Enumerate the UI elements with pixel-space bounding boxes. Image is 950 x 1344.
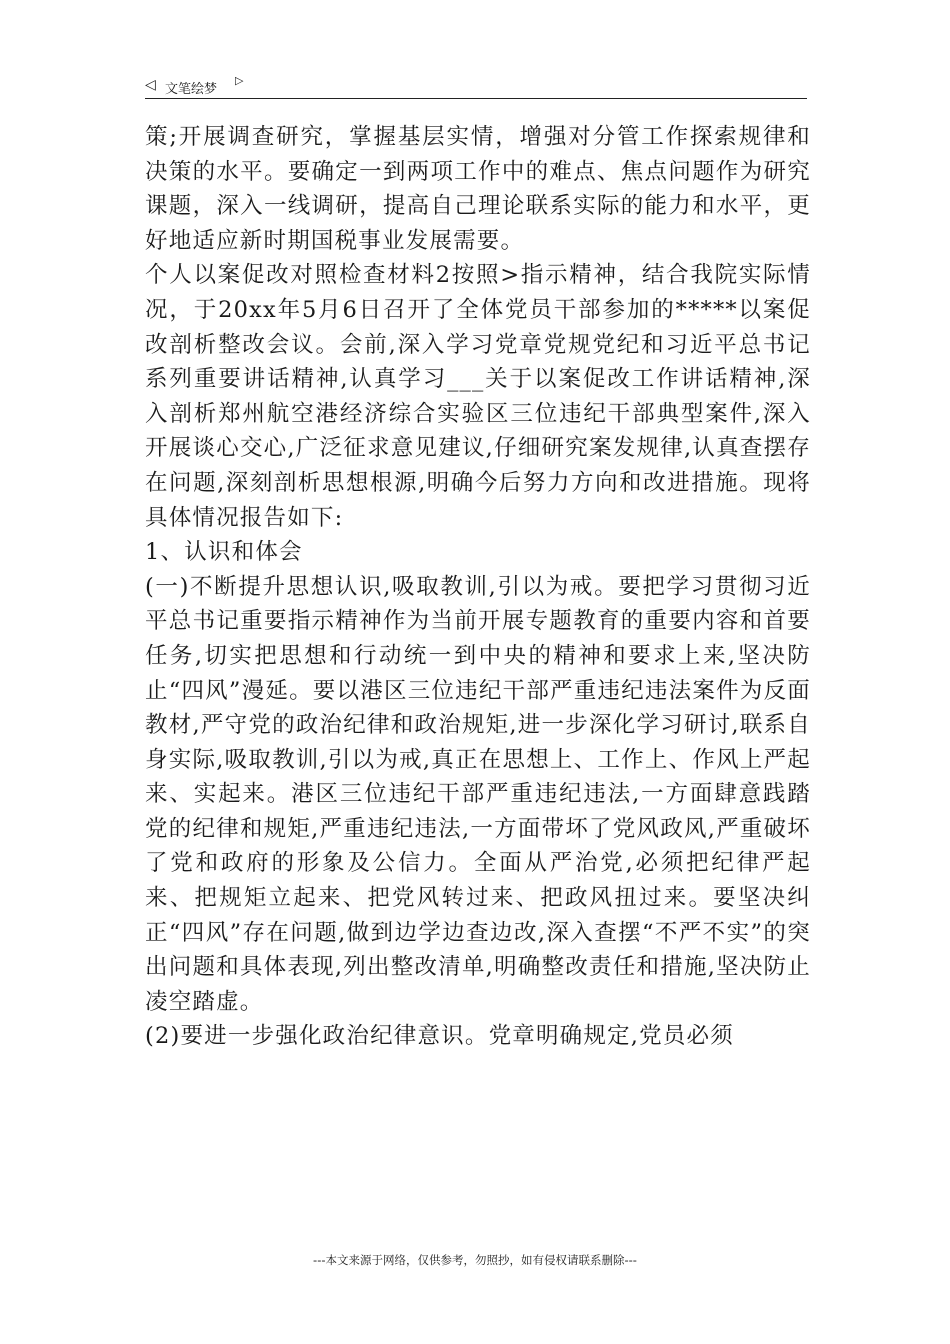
document-body bbox=[145, 120, 811, 1054]
triangle-left-icon: ◁ bbox=[145, 77, 156, 93]
page-header bbox=[145, 72, 807, 99]
section-heading: 1、认识和体会 bbox=[145, 539, 303, 566]
header-brand: 文笔绘梦 bbox=[165, 82, 218, 97]
triangle-right-icon: ▷ bbox=[235, 74, 244, 87]
paragraph-3: (一)不断提升思想认识,吸取教训,引以为戒。要把学习贯彻习近平总书记重要指示精神作为当前开展专题教育的重要内容和首要任务,切实把思想和行动统一到中央的精神和要求上来,坚决防止“四风”漫延。要以港区三位违纪干部严重违纪违法案件为反面教材,严守党的政治纪律和政治规矩,进一步深化学习研讨,联系自身实际,吸取教训,引以为戒,真正在思想上、工作上、作风上严起来、实起来。港区三位违纪干部严重违纪违法,一方面肆意践踏党的纪律和规矩,严重违纪违法,一方面带坏了党风政风,严重破坏了党和政府的形象及公信力。全面从严治党,必须把纪律严起来、把规矩立起来、把党风转过来、把政风扭过来。要坚决纠正“四风”存在问题,做到边学边查边改,深入查摆“不严不实”的突出问题和具体表现,列出整改清单,明确整改责任和措施,坚决防止凌空踏虚。 bbox=[145, 573, 811, 1015]
paragraph-1: 策;开展调查研究，掌握基层实情，增强对分管工作探索规律和决策的水平。要确定一到两项工作中的难点、焦点问题作为研究课题，深入一线调研，提高自己理论联系实际的能力和水平，更好地适应新时期国税事业发展需要。 bbox=[145, 124, 811, 254]
page-footer: ---本文来源于网络，仅供参考，勿照抄，如有侵权请联系删除--- bbox=[313, 1253, 637, 1267]
paragraph-2: 个人以案促改对照检查材料2按照>指示精神，结合我院实际情况，于20xx年5月6日召开了全体党员干部参加的*****以案促改剖析整改会议。会前,深入学习党章党规党纪和习近平总书记系列重要讲话精神,认真学习___关于以案促改工作讲话精神,深入剖析郑州航空港经济综合实验区三位违纪干部典型案件,深入开展谈心交心,广泛征求意见建议,仔细研究案发规律,认真查摆存在问题,深刻剖析思想根源,明确今后努力方向和改进措施。现将具体情况报告如下: bbox=[145, 262, 811, 531]
paragraph-4: (2)要进一步强化政治纪律意识。党章明确规定,党员必须 bbox=[145, 1023, 734, 1050]
